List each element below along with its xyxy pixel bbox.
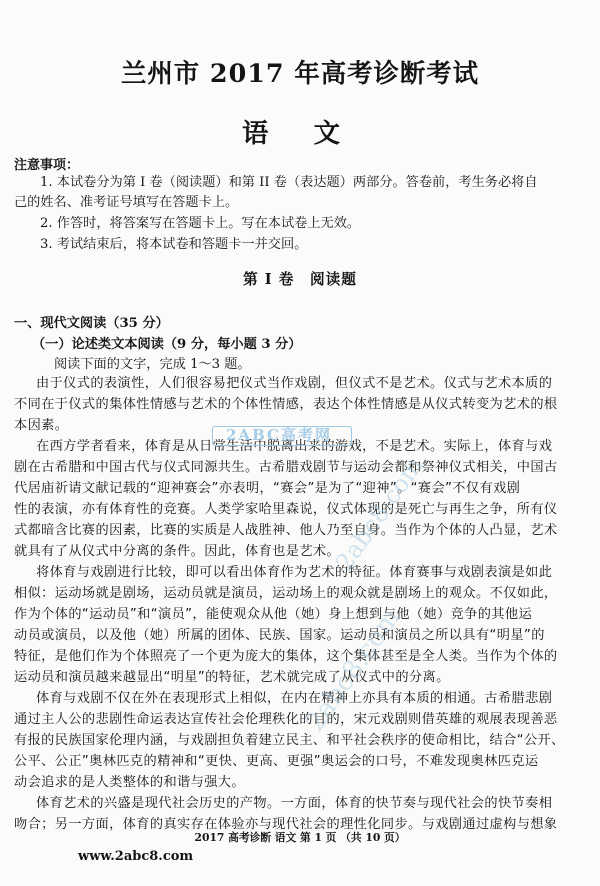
article-line: 特征，是他们作为个体照亮了一个更为庞大的集体，这个集体甚至是全人类。当作为个体的: [14, 649, 558, 664]
watermark-logo: 2ABC高考网: [226, 426, 332, 444]
article-line: 通过主人公的悲剧性命运表达宣传社会伦理秩化的目的，宋元戏剧则借英雄的观展表现善恶: [14, 712, 558, 727]
article-line: 由于仪式的表演性，人们很容易把仪式当作戏剧，但仪式不是艺术。仪式与艺术本质的: [36, 376, 553, 391]
note-line: 3. 考试结束后，将本试卷和答题卡一并交回。: [40, 237, 308, 252]
article-line: 不同在于仪式的集体性情感与艺术的个体性情感，表达个体性情感是从仪式转变为艺术的根: [14, 397, 558, 412]
part-heading: 一、现代文阅读（35 分）: [14, 316, 169, 331]
article-line: 体育艺术的兴盛是现代社会历史的产物。一方面，体育的快节奏与现代社会的快节奏相: [36, 796, 553, 811]
article-line: 运动员和演员越来越显出“明星”的特征，艺术就完成了从仪式中的分离。: [14, 670, 450, 685]
site-url: www.2abc8.com: [78, 849, 194, 864]
section-title: 第 I 卷 阅读题: [243, 271, 357, 288]
article-line: 动员或演员，以及他（她）所属的团体、民族、国家。运动员和演员之所以具有“明星”的: [14, 628, 545, 643]
note-line: 1. 本试卷分为第 I 卷（阅读题）和第 II 卷（表达题）两部分。答卷前，考生务必将自: [40, 175, 538, 190]
subsection-heading: （一）论述类文本阅读（9 分，每小题 3 分）: [32, 337, 302, 352]
article-line: 本因素。: [14, 418, 69, 433]
article-line: 式都暗含比赛的因素，比赛的实质是人战胜神、他人乃至自身。当作为个体的人凸显，艺术: [14, 523, 558, 538]
note-line: 己的姓名、准考证号填写在答题卡上。: [14, 195, 239, 210]
article-line: 公平、公正”奥林匹克的精神和“更快、更高、更强”奥运会的口号，不难发现奥林匹克运: [14, 754, 539, 769]
article-line: 有报的民族国家伦理内涵，与戏剧担负着建立民主、和平社会秩序的使命相比，结合“公开、: [14, 733, 565, 748]
article-line: 剧在古希腊和中国古代与仪式同源共生。古希腊戏剧节与运动会都和祭神仪式相关，中国古: [14, 460, 558, 475]
watermark-diagonal: 2abc8.com: [300, 602, 407, 738]
article-line: 在西方学者看来，体育是从日常生活中脱离出来的游戏，不是艺术。实际上，体育与戏: [36, 439, 553, 454]
article-line: 体育与戏剧不仅在外在表现形式上相似，在内在精神上亦具有本质的相通。古希腊悲剧: [36, 691, 553, 706]
article-line: 吻合；另一方面，体育的真实存在体验亦与现代社会的理性化同步。与戏剧通过虚构与想象: [14, 817, 558, 832]
subject-title: 语 文: [242, 118, 358, 149]
note-line: 2. 作答时，将答案写在答题卡上。写在本试卷上无效。: [40, 216, 361, 231]
page-footer: 2017 高考诊断 语文 第 1 页 （共 10 页）: [194, 831, 406, 844]
article-line: 性的表演，亦有体育性的竞赛。人类学家哈里森说，仪式体现的是死亡与再生之争，所有仪: [14, 502, 558, 517]
watermark-diagonal: 2abc8.com: [330, 451, 429, 577]
exam-title: 兰州市 2017 年高考诊断考试: [120, 58, 480, 88]
article-line: 作为个体的“运动员”和“演员”，能使观众从他（她）身上想到与他（她）竞争的其他运: [14, 607, 533, 622]
article-line: 动会追求的是人类整体的和谐与强大。: [14, 775, 245, 790]
article-line: 就具有了从仪式中分离的条件。因此，体育也是艺术。: [14, 544, 341, 559]
notes-heading: 注意事项：: [14, 158, 80, 173]
article-line: 代居庙祈请文献记载的“迎神赛会”亦表明，“赛会”是为了“迎神”。“赛会”不仅有戏剧: [14, 481, 521, 496]
article-line: 将体育与戏剧进行比较，即可以看出体育作为艺术的特征。体育赛事与戏剧表演是如此: [36, 565, 553, 580]
instruction-text: 阅读下面的文字，完成 1～3 题。: [54, 357, 251, 372]
article-line: 相似：运动场就是剧场，运动员就是演员，运动场上的观众就是剧场上的观众。不仅如此，: [14, 586, 558, 601]
